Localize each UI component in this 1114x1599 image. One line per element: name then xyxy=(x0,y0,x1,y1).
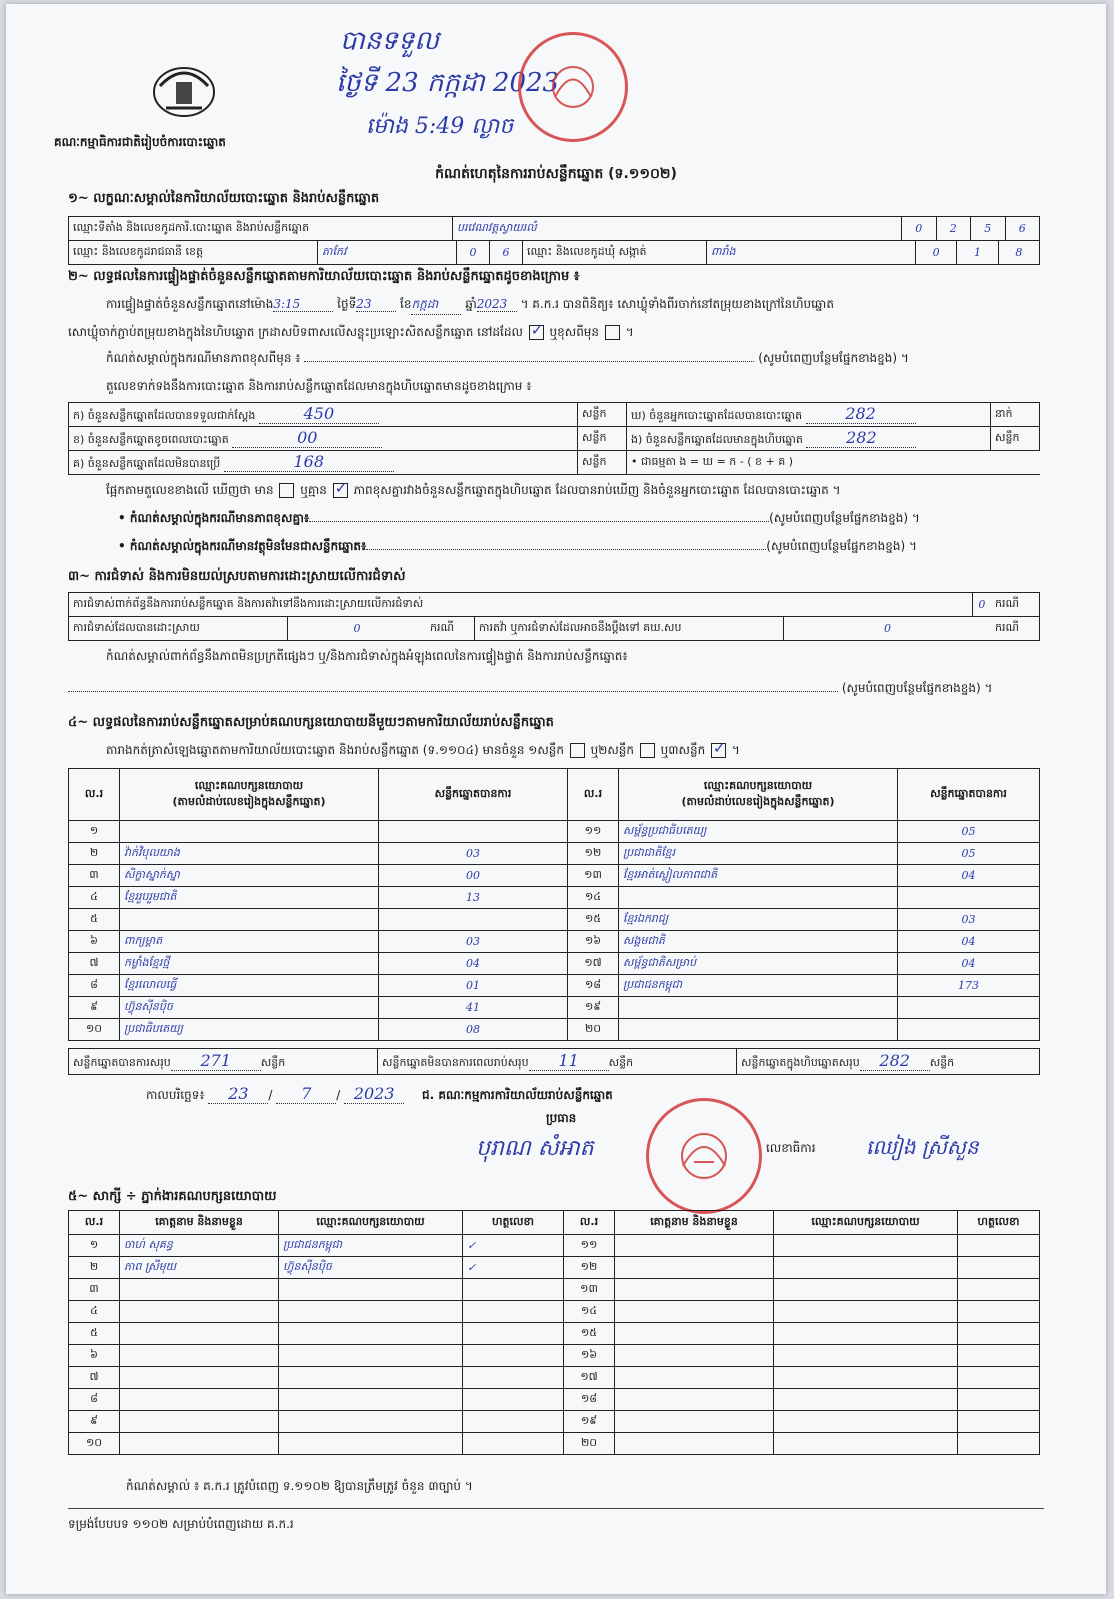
official-stamp-top xyxy=(518,32,628,142)
section1-title: ១~ លក្ខណៈសម្គាល់នៃការិយាល័យបោះឆ្នោត និងរាប់សន្លឹកឆ្នោត xyxy=(68,191,380,206)
witness-no-right: ១៣ xyxy=(564,1279,615,1301)
result-votes-left xyxy=(379,909,568,931)
result-votes-left: 04 xyxy=(379,953,568,975)
section2-title: ២~ លទ្ធផលនៃការផ្ទៀងផ្ទាត់ចំនួនសន្លឹកឆ្នោតតាមការិយាល័យបោះឆ្នោត និងរាប់សន្លឹកឆ្នោតដូចខាងក្រោម ៖ xyxy=(68,269,580,284)
col-votes-left: សន្លឹកឆ្នោតបានការ xyxy=(379,769,568,821)
result-party-right: ប្រជាជាតិខ្មែរ xyxy=(619,843,898,865)
difference-note-line xyxy=(106,350,1046,368)
location-code-2: 2 xyxy=(936,217,971,241)
bullet-note-1: • កំណត់សម្គាល់ក្នុងករណីមានភាពខុសគ្នា៖ (សូមបំពេញបន្ថែមផ្នែកខាងខ្នង) ។ xyxy=(118,511,920,525)
result-party-right: ខ្មែរឯករាជ្យ xyxy=(619,909,898,931)
witness-party-right xyxy=(774,1345,958,1367)
commune-code-1: 0 xyxy=(916,241,957,265)
kha-unit: សន្លឹក xyxy=(578,427,627,451)
verification-year: 2023 xyxy=(477,297,517,312)
form-sheet xyxy=(6,4,1106,1594)
witness-name-right xyxy=(615,1411,774,1433)
witness-sign-left xyxy=(463,1279,564,1301)
result-no-left: ២ xyxy=(69,843,120,865)
ko-unit: សន្លឹក xyxy=(578,451,627,475)
results-row xyxy=(69,997,1040,1019)
irregularity-line: (សូមបំពេញបន្ថែមផ្នែកខាងខ្នង) ។ xyxy=(68,680,1048,698)
irregularity-note: កំណត់សម្គាល់ពាក់ព័ន្ធនឹងភាពមិនប្រក្រតីផ្សេងៗ ឬ/និងការជំទាស់ក្នុងអំឡុងពេលនៃការផ្ទៀងផ្ទាត់ និងការរាប់សន្លឹកឆ្នោត៖ xyxy=(106,649,628,663)
row-ko xyxy=(69,451,578,475)
witness-name-left xyxy=(120,1345,279,1367)
witness-name-left xyxy=(120,1433,279,1455)
witness-sign-left: ✓ xyxy=(463,1235,564,1257)
witness-table xyxy=(68,1210,1040,1455)
witness-no-right: ១៦ xyxy=(564,1345,615,1367)
total-valid-value: 271 xyxy=(171,1051,261,1071)
ka-value: 450 xyxy=(259,404,379,424)
seal-same-checkbox[interactable] xyxy=(529,325,544,340)
witness-name-left: ចាហ់ សុគន្ធ xyxy=(120,1235,279,1257)
witness-no-left: ៥ xyxy=(69,1323,120,1345)
discrepancy-line xyxy=(106,482,841,500)
witness-party-right xyxy=(774,1235,958,1257)
discrepancy-label-c: ភាពខុសគ្នារវាងចំនួនសន្លឹកឆ្នោតក្នុងហិបឆ្នោត ដែលបានរាប់ឃើញ និងចំនួនអ្នកបោះឆ្នោត ដែលបានបោះឆ្នោត ។ xyxy=(353,483,841,497)
witness-no-right: ១៧ xyxy=(564,1367,615,1389)
witness-row xyxy=(69,1257,1040,1279)
province-code-1: 0 xyxy=(457,241,490,265)
verification-line1 xyxy=(106,296,1046,315)
appeal-label: ការតវ៉ា ឬការជំទាស់ដែលអាចនឹងប្ដឹងទៅ គឃ.សប xyxy=(475,617,784,641)
ngo-label: ង) ចំនួនសន្លឹកឆ្នោតដែលមានក្នុងហិបឆ្នោត xyxy=(631,433,803,446)
province-code-2: 6 xyxy=(490,241,523,265)
witness-row xyxy=(69,1411,1040,1433)
witness-no-right: ២០ xyxy=(564,1433,615,1455)
verification-text: ។ គ.ក.រ បានពិនិត្យ៖ សោឃ្លុំទាំងពីរចាក់នៅតម្រុយខាងក្រៅនៃហិបឆ្នោត xyxy=(520,297,834,311)
form-title: កំណត់ហេតុនៃការរាប់សន្លឹកឆ្នោត (ទ.១១០២) xyxy=(435,166,677,182)
three-sheet-checkbox[interactable] xyxy=(711,743,726,758)
emblem-icon xyxy=(146,56,222,122)
w-col-party-right: ឈ្មោះគណបក្សនយោបាយ xyxy=(774,1211,958,1235)
result-party-right: ខ្មែរអាត់ស្លៀលភាពជាតិ xyxy=(619,865,898,887)
witness-name-left xyxy=(120,1389,279,1411)
result-party-left: កម្លាំងខ្មែរថ្មី xyxy=(120,953,379,975)
result-votes-right: 173 xyxy=(898,975,1040,997)
result-no-right: ១៣ xyxy=(568,865,619,887)
witness-sign-left xyxy=(463,1367,564,1389)
totals-table xyxy=(68,1048,1040,1075)
objection-count-value: 0 xyxy=(972,593,991,617)
result-party-left: ប្រជាធិបតេយ្យ xyxy=(120,1019,379,1041)
province-value: តាកែវ xyxy=(318,241,457,265)
appeal-value: 0 xyxy=(784,617,992,641)
result-no-left: ៦ xyxy=(69,931,120,953)
result-no-right: ១៨ xyxy=(568,975,619,997)
witness-sign-left xyxy=(463,1345,564,1367)
discrepancy-no-checkbox[interactable] xyxy=(333,483,348,498)
results-row xyxy=(69,953,1040,975)
objection-table-row2 xyxy=(68,616,1040,641)
objection-table xyxy=(68,592,1040,617)
witness-party-left xyxy=(279,1389,463,1411)
witness-sign-left xyxy=(463,1323,564,1345)
witness-party-left xyxy=(279,1367,463,1389)
witness-no-left: ៩ xyxy=(69,1411,120,1433)
w-col-no-left: ល.រ xyxy=(69,1211,120,1235)
witness-row xyxy=(69,1301,1040,1323)
location-code-3: 5 xyxy=(971,217,1006,241)
row-kha xyxy=(69,427,578,451)
ka-unit: សន្លឹក xyxy=(578,403,627,427)
result-no-left: ១០ xyxy=(69,1019,120,1041)
province-label: ឈ្មោះ និងលេខកូដរាជធានី ខេត្ត xyxy=(69,241,318,265)
total-invalid: សន្លឹកឆ្នោតមិនបានការពេលរាប់សរុប 11 សន្លឹក xyxy=(378,1049,737,1075)
irregularity-field[interactable] xyxy=(68,691,838,692)
result-votes-right: 05 xyxy=(898,843,1040,865)
result-votes-right: 03 xyxy=(898,909,1040,931)
result-votes-right: 04 xyxy=(898,953,1040,975)
result-no-right: ១២ xyxy=(568,843,619,865)
witness-name-right xyxy=(615,1257,774,1279)
witness-row xyxy=(69,1279,1040,1301)
resolved-label: ការជំទាស់ដែលបានដោះស្រាយ xyxy=(69,617,288,641)
appeal-unit: ករណី xyxy=(991,617,1040,641)
witness-no-right: ១៤ xyxy=(564,1301,615,1323)
total-invalid-value: 11 xyxy=(529,1051,609,1071)
ngo-value: 282 xyxy=(806,428,916,448)
difference-note-label: កំណត់សម្គាល់ក្នុងករណីមានភាពខុសពីមុន ៖ xyxy=(106,351,301,365)
org-name: គណៈកម្មាធិការជាតិរៀបចំការបោះឆ្នោត xyxy=(54,135,226,149)
resolved-unit: ករណី xyxy=(426,617,475,641)
footer-text: ទម្រង់បែបបទ ១១០២ សម្រាប់បំពេញដោយ គ.ក.រ xyxy=(68,1517,294,1531)
witness-row xyxy=(69,1367,1040,1389)
witness-no-right: ១៨ xyxy=(564,1389,615,1411)
footer-divider xyxy=(68,1508,1044,1509)
witness-party-left xyxy=(279,1279,463,1301)
w-col-party-left: ឈ្មោះគណបក្សនយោបាយ xyxy=(279,1211,463,1235)
gho-value: 282 xyxy=(806,404,916,424)
result-votes-right xyxy=(898,1019,1040,1041)
witness-name-left xyxy=(120,1411,279,1433)
one-sheet-checkbox[interactable] xyxy=(570,743,585,758)
witness-sign-right xyxy=(958,1279,1040,1301)
commune-label: ឈ្មោះ និងលេខកូដឃុំ សង្កាត់ xyxy=(523,241,707,265)
objection-count-unit: ករណី xyxy=(991,593,1040,617)
witness-name-right xyxy=(615,1279,774,1301)
seal-different-label: ឬខុសពីមុន xyxy=(549,325,600,339)
result-party-left: ពាក្យម្តាត xyxy=(120,931,379,953)
witness-sign-right xyxy=(958,1367,1040,1389)
results-row xyxy=(69,909,1040,931)
results-row xyxy=(69,821,1040,843)
col-party-right: ឈ្មោះគណបក្សនយោបាយ (តាមលំដាប់លេខរៀងក្នុងសន្លឹកឆ្នោត) xyxy=(619,769,898,821)
verification-time-label: ការផ្ទៀងផ្ទាត់ចំនួនសន្លឹកឆ្នោតនៅម៉ោង xyxy=(106,297,274,311)
results-row xyxy=(69,865,1040,887)
section1-table-row2 xyxy=(68,240,1040,265)
chair-signature: បុរាណ សំអាត xyxy=(476,1136,594,1161)
location-label: ឈ្មោះទីតាំង និងលេខកូដការិ.បោះឆ្នោត និងរាប់សន្លឹកឆ្នោត xyxy=(69,217,453,241)
verification-day: 23 xyxy=(356,297,396,312)
commune-code-3: 8 xyxy=(998,241,1039,265)
witness-no-left: ៦ xyxy=(69,1345,120,1367)
gho-unit: នាក់ xyxy=(991,403,1040,427)
result-party-left: ខ្មែរលោលធ្វើ xyxy=(120,975,379,997)
result-votes-right: 05 xyxy=(898,821,1040,843)
result-votes-left: 03 xyxy=(379,931,568,953)
date-line: កាលបរិច្ឆេទ៖ 23 / 7 / 2023 ជ. គណៈកម្មការការិយាល័យរាប់សន្លឹកឆ្នោត xyxy=(146,1084,613,1103)
result-party-right xyxy=(619,1019,898,1041)
result-votes-left: 03 xyxy=(379,843,568,865)
result-no-left: ៩ xyxy=(69,997,120,1019)
receipt-note-line2: ថ្ងៃទី 23 កក្កដា 2023 xyxy=(336,68,560,98)
witness-party-right xyxy=(774,1433,958,1455)
witness-no-right: ១១ xyxy=(564,1235,615,1257)
results-row xyxy=(69,843,1040,865)
discrepancy-yes-checkbox[interactable] xyxy=(279,483,294,498)
location-code-1: 0 xyxy=(902,217,937,241)
section3-title: ៣~ ការជំទាស់ និងការមិនយល់ស្របតាមការដោះស្រាយលើការជំទាស់ xyxy=(68,569,406,584)
witness-sign-left xyxy=(463,1433,564,1455)
section5-title: ៥~ សាក្សី ÷ ភ្នាក់ងារគណបក្សនយោបាយ xyxy=(68,1189,277,1204)
bullet-note-2: • កំណត់សម្គាល់ក្នុងករណីមានវត្ថុមិនមែនជាសន្លឹកឆ្នោត៖ (សូមបំពេញបន្ថែមផ្នែកខាងខ្នង) ។ xyxy=(118,539,917,553)
witness-sign-right xyxy=(958,1323,1040,1345)
chair-label: ប្រធាន xyxy=(546,1111,577,1125)
location-code-4: 6 xyxy=(1005,217,1040,241)
witness-sign-right xyxy=(958,1389,1040,1411)
witness-party-right xyxy=(774,1257,958,1279)
difference-note-field[interactable] xyxy=(304,361,754,362)
formula: • ជាធម្មតា ង = ឃ = ក - ( ខ + គ ) xyxy=(627,451,1040,475)
witness-party-right xyxy=(774,1389,958,1411)
result-no-left: ១ xyxy=(69,821,120,843)
date-month: 7 xyxy=(276,1084,336,1104)
witness-party-right xyxy=(774,1367,958,1389)
witness-sign-right xyxy=(958,1433,1040,1455)
result-votes-left: 00 xyxy=(379,865,568,887)
result-votes-right: 04 xyxy=(898,865,1040,887)
w-col-name-left: គោត្តនាម និងនាមខ្លួន xyxy=(120,1211,279,1235)
witness-name-right xyxy=(615,1235,774,1257)
footnote: កំណត់សម្គាល់ ៖ គ.ក.រ ត្រូវបំពេញ ទ.១១០២ ឱ្យបានត្រឹមត្រូវ ចំនួន ៣ច្បាប់ ។ xyxy=(126,1479,473,1493)
secretary-label: លេខាធិការ xyxy=(766,1141,816,1155)
results-table xyxy=(68,768,1040,1041)
receipt-note-line3: ម៉ោង 5:49 ល្ងាច xyxy=(366,114,514,139)
discrepancy-label-b: ឬគ្មាន xyxy=(300,483,327,497)
result-no-right: ១៥ xyxy=(568,909,619,931)
result-no-left: ៤ xyxy=(69,887,120,909)
objection-count-label: ការជំទាស់ពាក់ព័ន្ធនឹងការរាប់សន្លឹកឆ្នោត និងការតវ៉ាទៅនឹងការដោះស្រាយលើការជំទាស់ xyxy=(69,593,973,617)
kha-label: ខ) ចំនួនសន្លឹកឆ្នោតខូចពេលបោះឆ្នោត xyxy=(73,433,229,446)
witness-no-left: ៨ xyxy=(69,1389,120,1411)
bullet-note-2-field[interactable] xyxy=(366,549,766,550)
verification-year-label: ឆ្នាំ xyxy=(465,297,477,311)
result-no-right: ១៤ xyxy=(568,887,619,909)
commune-value: ពារាំង xyxy=(707,241,916,265)
witness-name-right xyxy=(615,1323,774,1345)
witness-party-left xyxy=(279,1411,463,1433)
commune-code-2: 1 xyxy=(957,241,998,265)
result-no-left: ៣ xyxy=(69,865,120,887)
result-party-left xyxy=(120,909,379,931)
result-votes-right: 04 xyxy=(898,931,1040,953)
row-ngo xyxy=(627,427,991,451)
col-party-left: ឈ្មោះគណបក្សនយោបាយ (តាមលំដាប់លេខរៀងក្នុងសន្លឹកឆ្នោត) xyxy=(120,769,379,821)
witness-no-left: ២ xyxy=(69,1257,120,1279)
verification-day-label: ថ្ងៃទី xyxy=(337,297,357,311)
witness-sign-right xyxy=(958,1301,1040,1323)
bullet-note-1-field[interactable] xyxy=(309,521,769,522)
witness-name-right xyxy=(615,1301,774,1323)
figures-intro: តួលេខទាក់ទងនឹងការបោះឆ្នោត និងការរាប់សន្លឹកឆ្នោតដែលមានក្នុងហិបឆ្នោតមានដូចខាងក្រោម ៖ xyxy=(106,379,532,393)
witness-party-right xyxy=(774,1323,958,1345)
witness-party-right xyxy=(774,1279,958,1301)
date-year: 2023 xyxy=(344,1084,404,1104)
result-votes-left: 01 xyxy=(379,975,568,997)
witness-sign-right xyxy=(958,1257,1040,1279)
witness-sign-left: ✓ xyxy=(463,1257,564,1279)
result-party-left: សិក្ខាស្នាក់ស្នា xyxy=(120,865,379,887)
ko-value: 168 xyxy=(224,452,394,472)
result-no-right: ១១ xyxy=(568,821,619,843)
witness-party-left xyxy=(279,1345,463,1367)
witness-party-left xyxy=(279,1433,463,1455)
results-row xyxy=(69,975,1040,997)
result-no-left: ៧ xyxy=(69,953,120,975)
result-votes-right xyxy=(898,887,1040,909)
witness-no-left: ១០ xyxy=(69,1433,120,1455)
ko-label: គ) ចំនួនសន្លឹកឆ្នោតដែលមិនបានប្រើ xyxy=(73,457,221,470)
row-gho xyxy=(627,403,991,427)
result-party-right: សម្ព័ន្ធជាតិសម្រាប់ xyxy=(619,953,898,975)
witness-no-left: ១ xyxy=(69,1235,120,1257)
witness-sign-left xyxy=(463,1411,564,1433)
witness-sign-left xyxy=(463,1389,564,1411)
witness-no-right: ១៥ xyxy=(564,1323,615,1345)
tally-sheet-line: តារាងកត់ត្រាសំឡេងឆ្នោតតាមការិយាល័យបោះឆ្នោត និងរាប់សន្លឹកឆ្នោត (ទ.១១០៤) មានចំនួន ១សន្លឹក ឬ២សន្លឹក ឬ៣សន្លឹក ✓ ។ xyxy=(106,742,740,760)
discrepancy-label-a: ផ្អែកតាមតួលេខខាងលើ ឃើញថា មាន xyxy=(106,483,274,497)
witness-party-right xyxy=(774,1411,958,1433)
total-box-value: 282 xyxy=(860,1051,930,1071)
witness-no-right: ១២ xyxy=(564,1257,615,1279)
witness-party-right xyxy=(774,1301,958,1323)
witness-name-right xyxy=(615,1367,774,1389)
result-votes-left: 13 xyxy=(379,887,568,909)
witness-row xyxy=(69,1323,1040,1345)
kha-value: 00 xyxy=(232,428,382,448)
witness-no-right: ១៩ xyxy=(564,1411,615,1433)
witness-name-right xyxy=(615,1389,774,1411)
result-party-right: សង្គមជាតិ xyxy=(619,931,898,953)
witness-party-left xyxy=(279,1301,463,1323)
result-party-right: ប្រជាជនកម្ពុជា xyxy=(619,975,898,997)
secretary-signature: ឈៀង ស្រីសួន xyxy=(866,1135,979,1159)
official-stamp-bottom xyxy=(646,1098,762,1214)
witness-name-left: ភាព ស្រីមុយ xyxy=(120,1257,279,1279)
result-votes-left: 41 xyxy=(379,997,568,1019)
result-votes-left xyxy=(379,821,568,843)
witness-name-left xyxy=(120,1367,279,1389)
result-no-right: ២០ xyxy=(568,1019,619,1041)
location-value: បរវេណវត្តស្វាយរលំ xyxy=(453,217,902,241)
witness-party-left: ប្រជាជនកម្ពុជា xyxy=(279,1235,463,1257)
witness-row xyxy=(69,1235,1040,1257)
results-row xyxy=(69,887,1040,909)
ngo-unit: សន្លឹក xyxy=(991,427,1040,451)
results-row xyxy=(69,931,1040,953)
witness-sign-right xyxy=(958,1345,1040,1367)
resolved-value: 0 xyxy=(288,617,427,641)
witness-name-right xyxy=(615,1345,774,1367)
result-no-right: ១៦ xyxy=(568,931,619,953)
receipt-note-line1: បានទទួល xyxy=(340,26,440,56)
difference-fill-note: (សូមបំពេញបន្ថែមផ្នែកខាងខ្នង) ។ xyxy=(758,351,909,365)
seal-different-checkbox[interactable] xyxy=(605,325,620,340)
witness-sign-right xyxy=(958,1411,1040,1433)
gho-label: ឃ) ចំនួនអ្នកបោះឆ្នោតដែលបានបោះឆ្នោត xyxy=(631,409,803,422)
w-col-sign-right: ហត្ថលេខា xyxy=(958,1211,1040,1235)
total-box: សន្លឹកឆ្នោតក្នុងហិបឆ្នោតសរុប 282 សន្លឹក xyxy=(737,1049,1040,1075)
seal-check-text: សោឃ្លុំចាក់ភ្ជាប់តម្រុយខាងក្នុងនៃហិបឆ្នោត ក្រដាសបិទពាសលើសន្លុះប្រឡោះសិតសន្លឹកឆ្នោត នៅដដែល xyxy=(68,325,523,339)
w-col-sign-left: ហត្ថលេខា xyxy=(463,1211,564,1235)
result-party-right: សម្ព័ន្ធប្រជាធិបតេយ្យ xyxy=(619,821,898,843)
result-votes-left: 08 xyxy=(379,1019,568,1041)
col-votes-right: សន្លឹកឆ្នោតបានការ xyxy=(898,769,1040,821)
verification-line2: សោឃ្លុំចាក់ភ្ជាប់តម្រុយខាងក្នុងនៃហិបឆ្នោត ក្រដាសបិទពាសលើសន្លុះប្រឡោះសិតសន្លឹកឆ្នោត នៅដដែល ✓ ឬខុសពីមុន ។ xyxy=(68,324,634,342)
date-day: 23 xyxy=(208,1084,268,1104)
witness-party-left: ហ៊្វុនស៊ីនប៉ិច xyxy=(279,1257,463,1279)
verification-time: 3:15 xyxy=(273,297,333,312)
result-party-left: ហ៊្វុនស៊ីនប៉ិច xyxy=(120,997,379,1019)
witness-name-left xyxy=(120,1301,279,1323)
result-no-right: ១៧ xyxy=(568,953,619,975)
w-col-no-right: ល.រ xyxy=(564,1211,615,1235)
result-party-left xyxy=(120,821,379,843)
ka-label: ក) ចំនួនសន្លឹកឆ្នោតដែលបានទទួលជាក់ស្ដែង xyxy=(73,409,256,422)
col-no-left: ល.រ xyxy=(69,769,120,821)
results-row xyxy=(69,1019,1040,1041)
row-ka xyxy=(69,403,578,427)
total-valid: សន្លឹកឆ្នោតបានការសរុប 271 សន្លឹក xyxy=(69,1049,378,1075)
section4-title: ៤~ លទ្ធផលនៃការរាប់សន្លឹកឆ្នោតសម្រាប់គណបក្សនយោបាយនីមួយៗតាមការិយាល័យរាប់សន្លឹកឆ្នោត xyxy=(68,715,554,730)
verification-month: កក្កដា xyxy=(411,296,461,315)
witness-party-left xyxy=(279,1323,463,1345)
w-col-name-right: គោត្តនាម និងនាមខ្លួន xyxy=(615,1211,774,1235)
witness-no-left: ៤ xyxy=(69,1301,120,1323)
result-party-left: វ៉ាក់វិបុលយាង xyxy=(120,843,379,865)
witness-row xyxy=(69,1389,1040,1411)
witness-name-left xyxy=(120,1279,279,1301)
result-party-left: ខ្មែររួបរួមជាតិ xyxy=(120,887,379,909)
two-sheet-checkbox[interactable] xyxy=(640,743,655,758)
witness-sign-right xyxy=(958,1235,1040,1257)
witness-name-right xyxy=(615,1433,774,1455)
witness-no-left: ៣ xyxy=(69,1279,120,1301)
verification-month-label: ខែ xyxy=(400,297,412,311)
witness-name-left xyxy=(120,1323,279,1345)
result-no-right: ១៩ xyxy=(568,997,619,1019)
figures-table xyxy=(68,402,1040,475)
witness-no-left: ៧ xyxy=(69,1367,120,1389)
witness-row xyxy=(69,1433,1040,1455)
witness-row xyxy=(69,1345,1040,1367)
col-no-right: ល.រ xyxy=(568,769,619,821)
result-votes-right xyxy=(898,997,1040,1019)
result-no-left: ៨ xyxy=(69,975,120,997)
witness-sign-left xyxy=(463,1301,564,1323)
result-no-left: ៥ xyxy=(69,909,120,931)
committee-label: ជ. គណៈកម្មការការិយាល័យរាប់សន្លឹកឆ្នោត xyxy=(421,1088,613,1102)
result-party-right xyxy=(619,887,898,909)
section1-table xyxy=(68,216,1040,241)
result-party-right xyxy=(619,997,898,1019)
